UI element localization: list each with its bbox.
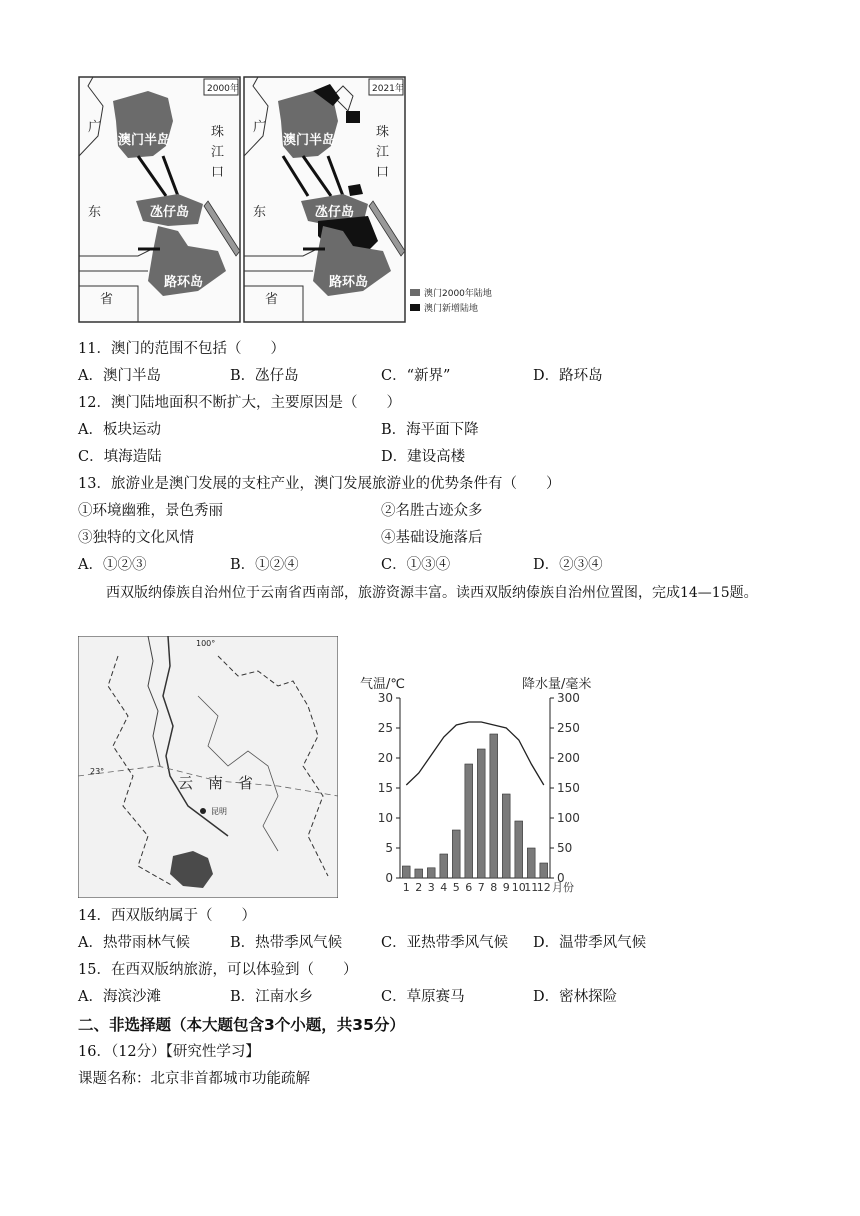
right-year-label: 2021年 [372, 84, 404, 94]
svg-text:东: 东 [88, 205, 102, 220]
q13-statement-1: ①环境幽雅，景色秀丽 [78, 503, 223, 519]
right-axis-label: 降水量/毫米 [522, 677, 592, 692]
q14-option-b[interactable]: B．热带季风气候 [230, 935, 343, 951]
q13-option-d[interactable]: D．②③④ [533, 557, 603, 573]
right-tick-label: 200 [557, 751, 580, 765]
svg-text:100°: 100° [196, 639, 216, 648]
right-tick-label: 250 [557, 721, 580, 735]
svg-text:口: 口 [211, 165, 225, 180]
month-label: 9 [502, 881, 510, 894]
svg-text:云 南 省: 云 南 省 [178, 774, 254, 792]
svg-text:澳门半岛: 澳门半岛 [118, 133, 171, 148]
q14-option-d[interactable]: D．温带季风气候 [533, 935, 647, 951]
q13-statement-4: ④基础设施落后 [381, 530, 483, 546]
q13-statement-3: ③独特的文化风情 [78, 530, 194, 546]
right-tick-label: 300 [557, 691, 580, 705]
right-tick-label: 150 [557, 781, 580, 795]
q13-option-c[interactable]: C．①③④ [381, 557, 451, 573]
month-label: 12 [536, 881, 551, 894]
q12-option-b[interactable]: B．海平面下降 [381, 422, 479, 438]
macau-map-figure [78, 76, 528, 326]
svg-text:氹仔岛: 氹仔岛 [150, 205, 190, 220]
q13-option-b[interactable]: B．①②④ [230, 557, 299, 573]
precipitation-bar [477, 749, 485, 878]
q13-stem: 13．旅游业是澳门发展的支柱产业，澳门发展旅游业的优势条件有（ ） [78, 476, 561, 492]
precipitation-bar [465, 764, 473, 878]
left-year-label: 2000年 [207, 84, 239, 94]
month-label: 1 [402, 881, 410, 894]
month-label: 8 [490, 881, 498, 894]
q16-topic: 课题名称：北京非首都城市功能疏解 [78, 1071, 310, 1087]
precipitation-bar [415, 869, 423, 878]
left-tick-label: 15 [377, 781, 393, 795]
month-label: 10 [511, 881, 526, 894]
xishuangbanna-intro: 西双版纳傣族自治州位于云南省西南部，旅游资源丰富。读西双版纳傣族自治州位置图，完成14—15题。 [106, 585, 758, 601]
q15-option-c[interactable]: C．草原赛马 [381, 989, 465, 1005]
precipitation-bar [527, 848, 535, 878]
left-tick-label: 25 [377, 721, 393, 735]
precipitation-bar [540, 863, 548, 878]
svg-text:江: 江 [376, 145, 390, 160]
temperature-line [406, 722, 544, 785]
section2-title: 二、非选择题（本大题包含3个小题，共35分） [78, 1016, 405, 1034]
q12-stem: 12．澳门陆地面积不断扩大，主要原因是（ ） [78, 395, 401, 411]
precipitation-bar [440, 854, 448, 878]
q16-heading: 16．（12分）【研究性学习】 [78, 1044, 260, 1060]
q13-option-a[interactable]: A．①②③ [78, 557, 147, 573]
q15-option-d[interactable]: D．密林探险 [533, 989, 618, 1005]
precipitation-bar [502, 794, 510, 878]
yunnan-location-map [78, 636, 338, 898]
svg-text:氹仔岛: 氹仔岛 [315, 205, 355, 220]
svg-text:昆明: 昆明 [211, 807, 227, 816]
q14-option-a[interactable]: A．热带雨林气候 [78, 935, 190, 951]
q11-option-a[interactable]: A．澳门半岛 [78, 368, 161, 384]
svg-text:广: 广 [253, 120, 267, 135]
month-label: 5 [452, 881, 460, 894]
climate-chart [360, 670, 630, 900]
left-axis-label: 气温/℃ [360, 677, 405, 692]
month-label: 2 [415, 881, 423, 894]
q15-option-a[interactable]: A．海滨沙滩 [78, 989, 161, 1005]
q12-option-d[interactable]: D．建设高楼 [381, 449, 466, 465]
precipitation-bar [490, 734, 498, 878]
precipitation-bar [452, 830, 460, 878]
month-label: 3 [427, 881, 435, 894]
q13-statement-2: ②名胜古迹众多 [381, 503, 483, 519]
month-label: 4 [440, 881, 448, 894]
svg-text:珠: 珠 [376, 125, 390, 140]
q11-stem: 11．澳门的范围不包括（ ） [78, 341, 285, 357]
svg-text:东: 东 [253, 205, 267, 220]
left-tick-label: 20 [377, 751, 393, 765]
legend-new-land: 澳门新增陆地 [424, 304, 479, 314]
month-label: 6 [465, 881, 473, 894]
q14-option-c[interactable]: C．亚热带季风气候 [381, 935, 509, 951]
q14-stem: 14．西双版纳属于（ ） [78, 908, 256, 924]
q15-stem: 15．在西双版纳旅游，可以体验到（ ） [78, 962, 358, 978]
svg-text:江: 江 [211, 145, 225, 160]
legend-2000-land: 澳门2000年陆地 [424, 289, 492, 299]
q12-option-c[interactable]: C．填海造陆 [78, 449, 162, 465]
right-tick-label: 0 [557, 871, 565, 885]
left-tick-label: 10 [377, 811, 393, 825]
q12-option-a[interactable]: A．板块运动 [78, 422, 161, 438]
month-label: 7 [477, 881, 485, 894]
q11-option-c[interactable]: C．“新界” [381, 368, 451, 384]
q11-option-d[interactable]: D．路环岛 [533, 368, 603, 384]
precipitation-bar [402, 866, 410, 878]
left-tick-label: 5 [385, 841, 393, 855]
svg-text:路环岛: 路环岛 [329, 275, 369, 290]
q11-option-b[interactable]: B．氹仔岛 [230, 368, 299, 384]
svg-text:省: 省 [100, 292, 114, 307]
month-label: 11 [524, 881, 539, 894]
svg-text:澳门半岛: 澳门半岛 [283, 133, 336, 148]
precipitation-bar [515, 821, 523, 878]
svg-text:路环岛: 路环岛 [164, 275, 204, 290]
x-unit-label: 月份 [552, 881, 574, 894]
svg-text:23°: 23° [90, 767, 105, 776]
right-tick-label: 50 [557, 841, 573, 855]
precipitation-bar [427, 868, 435, 878]
right-tick-label: 100 [557, 811, 580, 825]
svg-text:广: 广 [88, 120, 102, 135]
left-tick-label: 0 [385, 871, 393, 885]
svg-text:省: 省 [265, 292, 279, 307]
q15-option-b[interactable]: B．江南水乡 [230, 989, 314, 1005]
svg-text:口: 口 [376, 165, 390, 180]
left-tick-label: 30 [377, 691, 393, 705]
svg-text:珠: 珠 [211, 125, 225, 140]
